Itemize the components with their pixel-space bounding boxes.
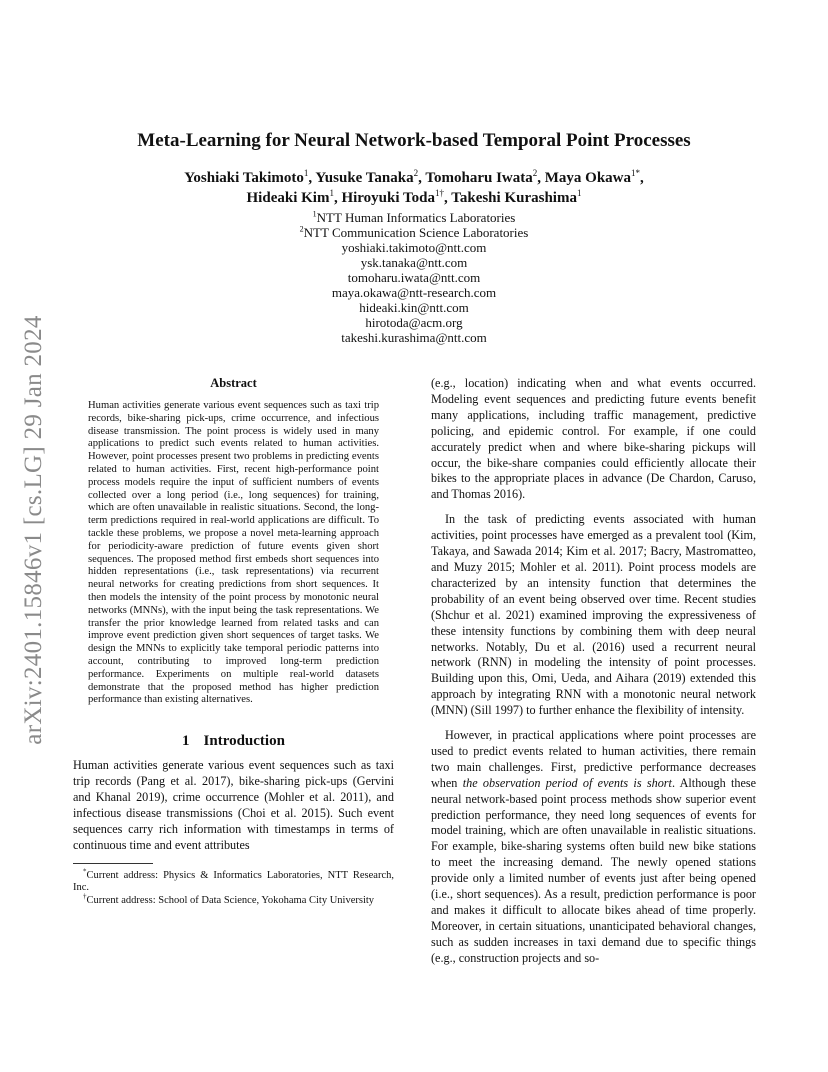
affiliation-mark: 1 xyxy=(312,209,317,219)
author-affiliation-mark: 2 xyxy=(532,168,538,178)
author-separator: , xyxy=(537,170,545,186)
section-heading-introduction xyxy=(73,733,394,750)
author-email: hirotoda@acm.org xyxy=(365,315,463,330)
arxiv-identifier: arXiv:2401.15846v1 [cs.LG] 29 Jan 2024 xyxy=(20,315,47,745)
paragraph-text: . Although these neural network-based point process methods show superior event prediction performance, they need long sequences of events for model training, which are often unavailable in realistic situations. For example, bike-sharing systems often build new bike stations to meet the increasing demand. The newly opened stations provide only a limited number of events just after being opened (i.e., short sequences). As a result, prediction performance is poor and makes it difficult to allocate bikes ahead of time properly. Moreover, in certain situations, unanticipated behavioral changes, such as sudden increases in taxi demand due to specific things (e.g., construction projects and so- xyxy=(431,775,757,965)
intro-paragraph-3 xyxy=(431,728,756,967)
affiliation-2 xyxy=(0,225,828,240)
footnote-mark: † xyxy=(83,892,87,901)
intro-paragraph-2: In the task of predicting events associated with human activities, point processes have emerged as a prevalent tool (Kim, Takaya, and Sawada 2014; Kim et al. 2017; Bacry, Mastromatteo, and Muzy 2015; Mohler et al. 2011). Point process models are characterized by an intensity function that determines the probability of an event being observed over time. Recent studies (Shchur et al. 2021) examined improving the expressiveness of these intensity functions by combining them with deep neural networks. Notably, Du et al. (2016) used a recurrent neural network (RNN) in modeling the intensity of point processes. Building upon this, Omi, Ueda, and Aihara (2019) extended this approach by integrating RNN with a monotonic neural network (MNN) (Sill 1997) to further enhance the flexibility of intensity. xyxy=(431,512,756,718)
author-separator: , xyxy=(418,170,426,186)
emphasized-text: the observation period of events is short xyxy=(462,775,672,790)
right-column xyxy=(431,376,756,967)
author-name: Hiroyuki Toda xyxy=(341,190,435,206)
author-affiliation-mark: 1* xyxy=(631,168,640,178)
footnote-text: Current address: Physics & Informatics Laboratories, NTT Research, Inc. xyxy=(73,869,394,894)
author-name: Yoshiaki Takimoto xyxy=(184,170,304,186)
author-email: yoshiaki.takimoto@ntt.com xyxy=(341,240,487,255)
author-name: Hideaki Kim xyxy=(246,190,330,206)
abstract-heading: Abstract xyxy=(210,376,257,390)
affiliation-mark: 2 xyxy=(299,224,304,234)
affiliation-name: NTT Human Informatics Laboratories xyxy=(316,210,516,225)
author-separator: , xyxy=(443,190,452,206)
footnote-1 xyxy=(73,867,394,895)
author-line-2 xyxy=(90,188,738,208)
author-email: takeshi.kurashima@ntt.com xyxy=(341,330,487,345)
author-line-1 xyxy=(90,168,738,188)
section-number: 1 xyxy=(182,733,190,750)
footnote-2 xyxy=(73,892,394,908)
author-name: Takeshi Kurashima xyxy=(451,190,577,206)
author-email: maya.okawa@ntt-research.com xyxy=(331,285,497,300)
author-email: hideaki.kin@ntt.com xyxy=(359,300,469,315)
footnote-rule xyxy=(73,863,153,864)
author-affiliation-mark: 2 xyxy=(413,168,419,178)
paper-title: Meta-Learning for Neural Network-based Temporal Point Processes xyxy=(137,130,691,151)
author-name: Tomoharu Iwata xyxy=(425,170,533,186)
author-email: ysk.tanaka@ntt.com xyxy=(360,255,468,270)
footnote-text: Current address: School of Data Science, Yokohama City University xyxy=(86,894,375,906)
author-separator: , xyxy=(308,170,316,186)
affiliation-name: NTT Communication Science Laboratories xyxy=(303,225,529,240)
author-affiliation-mark: 1 xyxy=(576,188,582,198)
author-separator: , xyxy=(333,190,342,206)
author-affiliation-mark: 1 xyxy=(329,188,334,198)
footnote-mark: * xyxy=(83,867,87,876)
author-name: Maya Okawa xyxy=(544,170,631,186)
author-separator: , xyxy=(640,170,644,186)
author-email: tomoharu.iwata@ntt.com xyxy=(347,270,481,285)
author-name: Yusuke Tanaka xyxy=(315,170,414,186)
left-column xyxy=(73,376,394,907)
intro-paragraph-1: Human activities generate various event sequences such as taxi trip records (Pang et al. 2017), bike-sharing pick-ups (Gervini and Khanal 2019), crime occurrence (Mohler et al. 2011), and infectious disease transmissions (Choi et al. 2015). Such event sequences carry rich information with timestamps in terms of continuous time and event attributes xyxy=(73,758,394,852)
affiliations-block xyxy=(0,210,828,345)
arxiv-side-stamp xyxy=(14,290,54,770)
section-title: Introduction xyxy=(203,733,285,750)
abstract-text: Human activities generate various event sequences such as taxi trip records, bike-sharing pick-ups, crime occurrence, and infectious disease transmission. The point process is widely used in many applications to predict such events related to human activities. However, point processes present two problems in predicting events related to human activities. First, recent high-performance point process models require the input of sufficient numbers of events collected over a long period (i.e., long sequences) for training, which are often unavailable in realistic situations. Second, the long-term predictions required in real-world applications are difficult. To tackle these problems, we propose a novel meta-learning approach for periodicity-aware prediction of future events given short sequences. The proposed method first embeds short sequences into hidden representations (i.e., task representations) via recurrent neural networks for creating predictions from short sequences. It then models the intensity of the point process by monotonic neural networks (MNNs), with the input being the task representations. We transfer the prior knowledge learned from related tasks and can improve event prediction given short sequences of target tasks. We design the MNNs to explicitly take temporal periodic patterns into account, contributing to improved long-term prediction performance. Experiments on multiple real-world datasets demonstrate that the proposed method has higher prediction performance than existing alternatives. xyxy=(88,400,379,706)
paragraph-text: However, in practical applications where point processes are used to predict events related to human activities, there remain two main challenges. First, predictive performance decreases when xyxy=(431,728,756,790)
author-list xyxy=(90,168,738,208)
affiliation-1 xyxy=(0,210,828,225)
intro-paragraph-1-continued: (e.g., location) indicating when and what events occurred. Modeling event sequences and predicting future events benefit many applications, including traffic management, predictive policing, and epidemic control. For example, if one could accurately predict when and where bike-sharing pickups will occur, the bike-share companies could efficiently allocate their bikes to the appropriate places in advance (De Chardon, Caruso, and Thomas 2016). xyxy=(431,376,756,502)
author-affiliation-mark: 1 xyxy=(303,168,309,178)
author-affiliation-mark: 1† xyxy=(434,188,444,198)
